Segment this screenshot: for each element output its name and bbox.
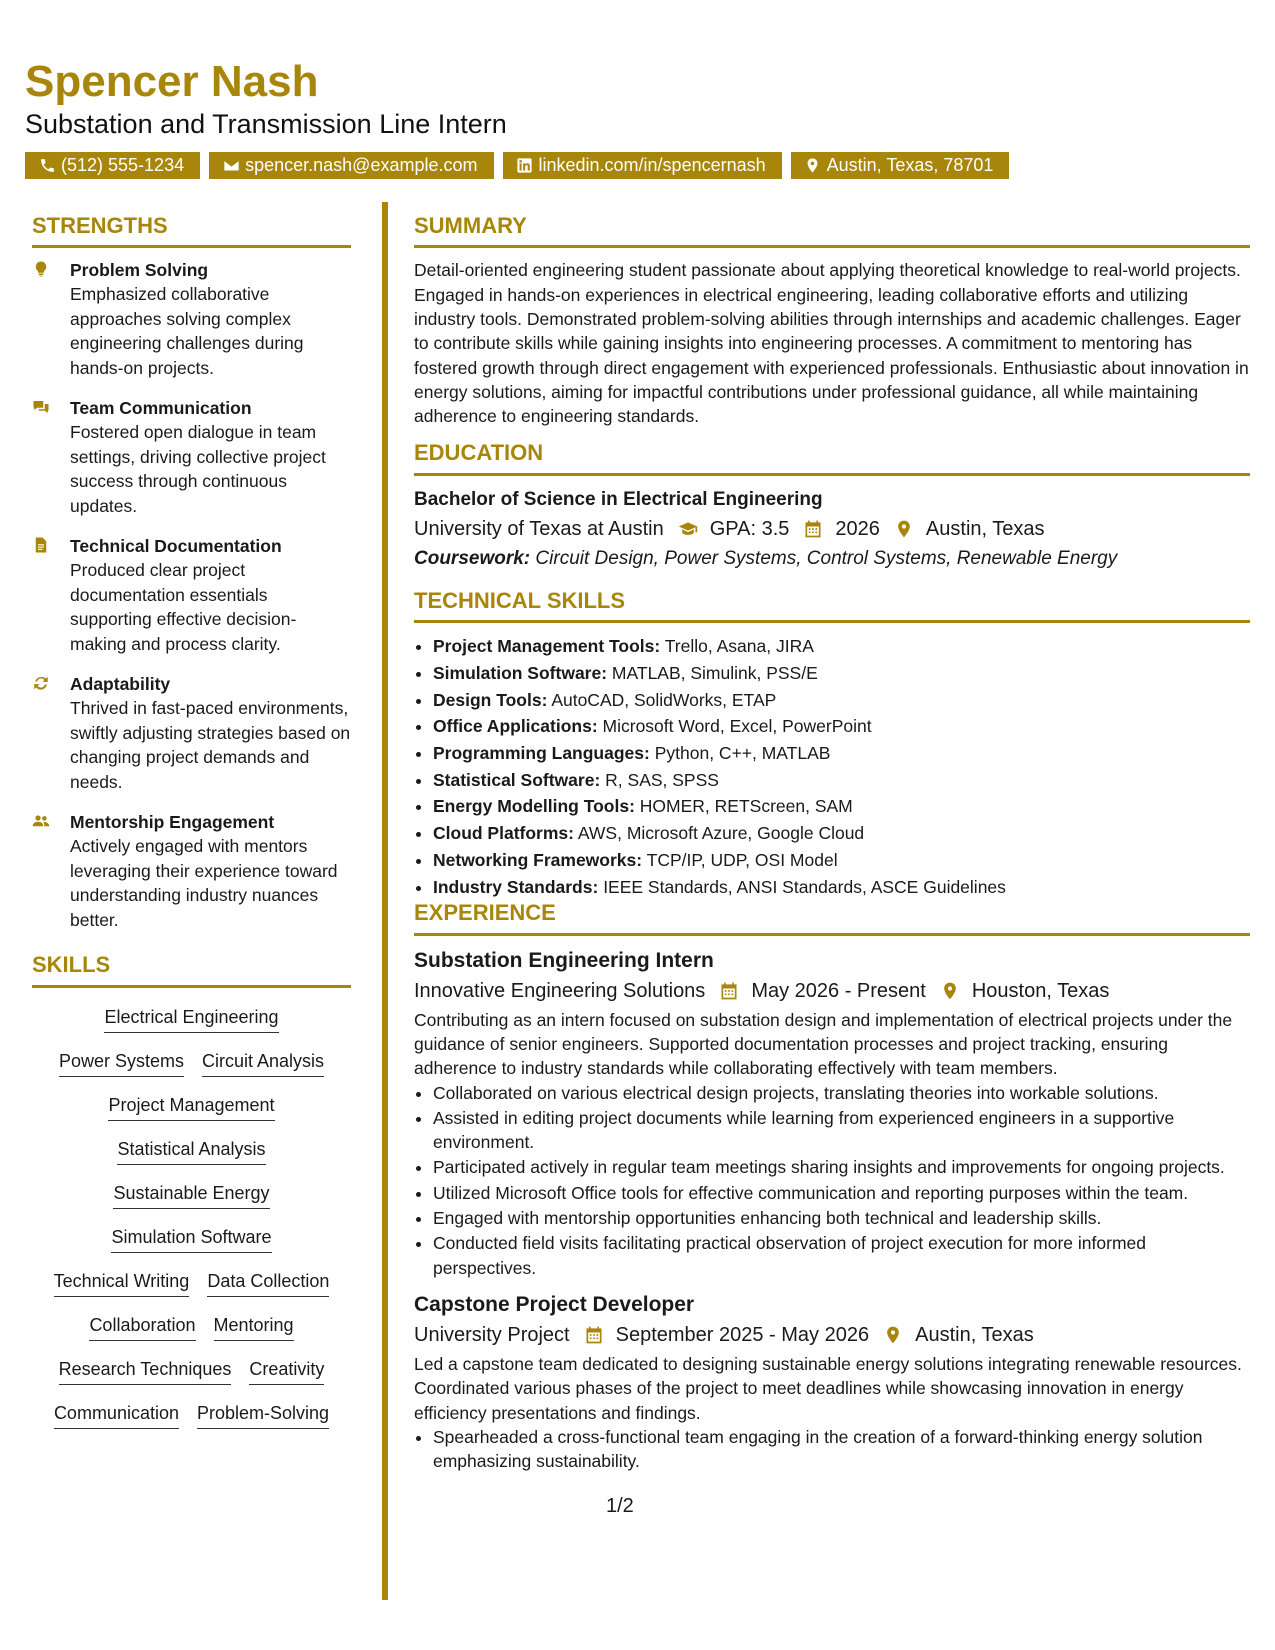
strength-title: Problem Solving bbox=[70, 260, 209, 281]
sync-icon bbox=[32, 672, 70, 794]
job-dates: September 2025 - May 2026 bbox=[615, 1323, 870, 1346]
map-pin-icon bbox=[803, 156, 823, 176]
map-pin-icon bbox=[881, 1323, 905, 1347]
location-text: Austin, Texas, 78701 bbox=[826, 155, 994, 175]
strength-desc: Produced clear project documentation essentials supporting effective decision-making and process clarity. bbox=[70, 560, 297, 654]
strength-item bbox=[32, 258, 351, 380]
list-item: • Utilized Microsoft Office tools for effective communication and reporting purposes within the team. bbox=[433, 1181, 1250, 1205]
lightbulb-icon bbox=[32, 258, 70, 380]
map-pin-icon bbox=[892, 517, 916, 541]
tech-skill-label: Project Management Tools: bbox=[433, 636, 661, 657]
email-text: spencer.nash@example.com bbox=[245, 155, 478, 175]
tech-skill-value: AWS, Microsoft Azure, Google Cloud bbox=[577, 823, 865, 844]
experience-heading: EXPERIENCE bbox=[414, 900, 1250, 935]
coursework-label: Coursework: bbox=[414, 547, 531, 569]
education-location: Austin, Texas bbox=[925, 517, 1045, 540]
job-description: Led a capstone team dedicated to designing sustainable energy solutions integrating renewable resources. Coordinated various phases of the project to meet deadlines while showcasing innovation in energy efficiency presentations and findings. bbox=[414, 1353, 1242, 1423]
candidate-role: Substation and Transmission Line Intern bbox=[25, 109, 507, 139]
skill-tag: Technical Writing bbox=[54, 1270, 190, 1297]
skill-tag: Circuit Analysis bbox=[202, 1050, 324, 1077]
skill-tag: Problem-Solving bbox=[197, 1402, 329, 1429]
company-name: University Project bbox=[414, 1323, 570, 1346]
strength-item bbox=[32, 672, 351, 794]
technical-skills-list bbox=[414, 633, 1250, 900]
strength-title: Adaptability bbox=[70, 674, 171, 695]
skill-tag: Power Systems bbox=[59, 1050, 184, 1077]
skill-tag: Collaboration bbox=[89, 1314, 195, 1341]
column-divider bbox=[382, 202, 388, 1600]
contact-phone[interactable] bbox=[25, 152, 200, 179]
strength-desc: Actively engaged with mentors leveraging their experience toward understanding industry nuances better. bbox=[70, 836, 338, 930]
contact-linkedin[interactable] bbox=[503, 152, 782, 179]
job-bullets bbox=[414, 1425, 1250, 1474]
tech-skill-value: MATLAB, Simulink, PSS/E bbox=[611, 662, 818, 683]
company-name: Innovative Engineering Solutions bbox=[414, 979, 706, 1002]
tech-skill-label: Networking Frameworks: bbox=[433, 849, 643, 870]
contact-location bbox=[791, 152, 1010, 179]
job-dates: May 2026 - Present bbox=[751, 979, 926, 1002]
page-number: 1/2 bbox=[606, 1495, 634, 1517]
tech-skill-label: Industry Standards: bbox=[433, 876, 599, 897]
strength-title: Technical Documentation bbox=[70, 536, 282, 557]
map-pin-icon bbox=[938, 979, 962, 1003]
education-heading: EDUCATION bbox=[414, 440, 1250, 475]
graduation-year: 2026 bbox=[835, 517, 880, 540]
list-item: • Collaborated on various electrical design projects, translating theories into workable solutions. bbox=[433, 1081, 1250, 1105]
left-column bbox=[32, 213, 351, 1446]
envelope-icon bbox=[221, 156, 241, 176]
degree-title: Bachelor of Science in Electrical Engineering bbox=[414, 488, 823, 510]
strength-title: Team Communication bbox=[70, 398, 252, 419]
tech-skill-label: Office Applications: bbox=[433, 716, 598, 737]
job-entry bbox=[414, 1290, 1250, 1473]
strength-desc: Thrived in fast-paced environments, swiftly adjusting strategies based on changing project demands and needs. bbox=[70, 698, 351, 792]
comments-icon bbox=[32, 396, 70, 518]
strengths-heading: STRENGTHS bbox=[32, 213, 351, 248]
contact-bar bbox=[25, 152, 1009, 179]
skills-cloud bbox=[32, 1002, 351, 1429]
list-item bbox=[433, 713, 1250, 740]
skill-tag: Sustainable Energy bbox=[113, 1182, 269, 1209]
candidate-name: Spencer Nash bbox=[25, 57, 319, 106]
list-item: • Participated actively in regular team meetings sharing insights and improvements for ongoing projects. bbox=[433, 1155, 1250, 1179]
tech-skill-label: Energy Modelling Tools: bbox=[433, 796, 635, 817]
job-description: Contributing as an intern focused on substation design and implementation of electrical projects under the guidance of senior engineers. Supported documentation processes and project tracking, ensuring adherence to industry standards while collaborating effectively with team members. bbox=[414, 1009, 1233, 1079]
skill-tag: Communication bbox=[54, 1402, 179, 1429]
list-item bbox=[433, 687, 1250, 714]
job-title: Capstone Project Developer bbox=[414, 1292, 695, 1316]
users-icon bbox=[32, 810, 70, 932]
coursework-list: Circuit Design, Power Systems, Control Systems, Renewable Energy bbox=[535, 547, 1118, 569]
tech-skill-label: Cloud Platforms: bbox=[433, 823, 574, 844]
contact-email[interactable] bbox=[209, 152, 493, 179]
linkedin-icon bbox=[515, 156, 535, 176]
strength-desc: Fostered open dialogue in team settings, driving collective project success through continuous updates. bbox=[70, 422, 326, 516]
tech-skill-value: Microsoft Word, Excel, PowerPoint bbox=[602, 716, 872, 737]
gpa-text: GPA: 3.5 bbox=[709, 517, 790, 540]
list-item: • Conducted field visits facilitating practical observation of project execution for more informed perspectives. bbox=[433, 1231, 1250, 1280]
tech-skill-value: TCP/IP, UDP, OSI Model bbox=[646, 849, 838, 870]
tech-skill-label: Design Tools: bbox=[433, 689, 548, 710]
list-item bbox=[433, 660, 1250, 687]
strength-desc: Emphasized collaborative approaches solving complex engineering challenges during hands-on projects. bbox=[70, 284, 304, 378]
strength-title: Mentorship Engagement bbox=[70, 812, 275, 833]
tech-skill-label: Simulation Software: bbox=[433, 662, 608, 683]
job-title: Substation Engineering Intern bbox=[414, 948, 714, 972]
list-item: • Assisted in editing project documents while learning from experienced engineers in a supportive environment. bbox=[433, 1106, 1250, 1155]
graduation-cap-icon bbox=[676, 517, 700, 541]
tech-skill-value: Python, C++, MATLAB bbox=[654, 743, 831, 764]
technical-skills-heading: TECHNICAL SKILLS bbox=[414, 588, 1250, 623]
phone-icon bbox=[37, 156, 57, 176]
tech-skill-value: AutoCAD, SolidWorks, ETAP bbox=[551, 689, 777, 710]
skill-tag: Statistical Analysis bbox=[117, 1138, 265, 1165]
strength-item bbox=[32, 534, 351, 656]
tech-skill-value: HOMER, RETScreen, SAM bbox=[639, 796, 853, 817]
strength-item bbox=[32, 810, 351, 932]
skill-tag: Project Management bbox=[108, 1094, 274, 1121]
education-meta bbox=[414, 514, 1250, 544]
skill-tag: Data Collection bbox=[207, 1270, 329, 1297]
calendar-icon bbox=[801, 517, 825, 541]
tech-skill-label: Statistical Software: bbox=[433, 769, 601, 790]
list-item bbox=[433, 793, 1250, 820]
tech-skill-value: Trello, Asana, JIRA bbox=[664, 636, 814, 657]
job-location: Austin, Texas bbox=[915, 1323, 1034, 1346]
list-item bbox=[433, 633, 1250, 660]
calendar-icon bbox=[582, 1323, 606, 1347]
job-meta bbox=[414, 1320, 1250, 1350]
job-entry bbox=[414, 946, 1250, 1280]
list-item bbox=[433, 767, 1250, 794]
summary-text: Detail-oriented engineering student passionate about applying theoretical knowledge to real-world projects. Engaged in hands-on experiences in electrical engineering, leading collaborative efforts and utilizing industry tools. Demonstrated problem-solving abilities through internships and academic challenges. Eager to contribute skills while gaining insights into engineering processes. A commitment to mentoring has fostered growth through direct engagement with experienced professionals. Enthusiastic about innovation in energy solutions, aiming for impactful contributions under professional guidance, all while maintaining adherence to engineering standards. bbox=[414, 260, 1249, 427]
tech-skill-label: Programming Languages: bbox=[433, 743, 650, 764]
phone-text: (512) 555-1234 bbox=[61, 155, 185, 175]
tech-skill-value: R, SAS, SPSS bbox=[605, 769, 719, 790]
skill-tag: Research Techniques bbox=[59, 1358, 232, 1385]
coursework bbox=[414, 544, 1250, 574]
skills-heading: SKILLS bbox=[32, 952, 351, 987]
list-item: • Spearheaded a cross-functional team engaging in the creation of a forward-thinking energy solution emphasizing sustainability. bbox=[433, 1425, 1250, 1474]
job-location: Houston, Texas bbox=[971, 979, 1110, 1002]
skill-tag: Simulation Software bbox=[111, 1226, 271, 1253]
right-column bbox=[414, 213, 1250, 1474]
job-meta bbox=[414, 976, 1250, 1006]
strength-item bbox=[32, 396, 351, 518]
linkedin-text: linkedin.com/in/spencernash bbox=[538, 155, 766, 175]
list-item: • Engaged with mentorship opportunities enhancing both technical and leadership skills. bbox=[433, 1206, 1250, 1230]
list-item bbox=[433, 740, 1250, 767]
skill-tag: Creativity bbox=[249, 1358, 324, 1385]
job-bullets bbox=[414, 1081, 1250, 1280]
skill-tag: Mentoring bbox=[214, 1314, 294, 1341]
document-icon bbox=[32, 534, 70, 656]
school-name: University of Texas at Austin bbox=[414, 517, 664, 540]
calendar-icon bbox=[717, 979, 741, 1003]
list-item bbox=[433, 820, 1250, 847]
list-item bbox=[433, 847, 1250, 874]
tech-skill-value: IEEE Standards, ANSI Standards, ASCE Guidelines bbox=[603, 876, 1006, 897]
skill-tag: Electrical Engineering bbox=[104, 1006, 278, 1033]
summary-heading: SUMMARY bbox=[414, 213, 1250, 248]
list-item bbox=[433, 874, 1250, 901]
